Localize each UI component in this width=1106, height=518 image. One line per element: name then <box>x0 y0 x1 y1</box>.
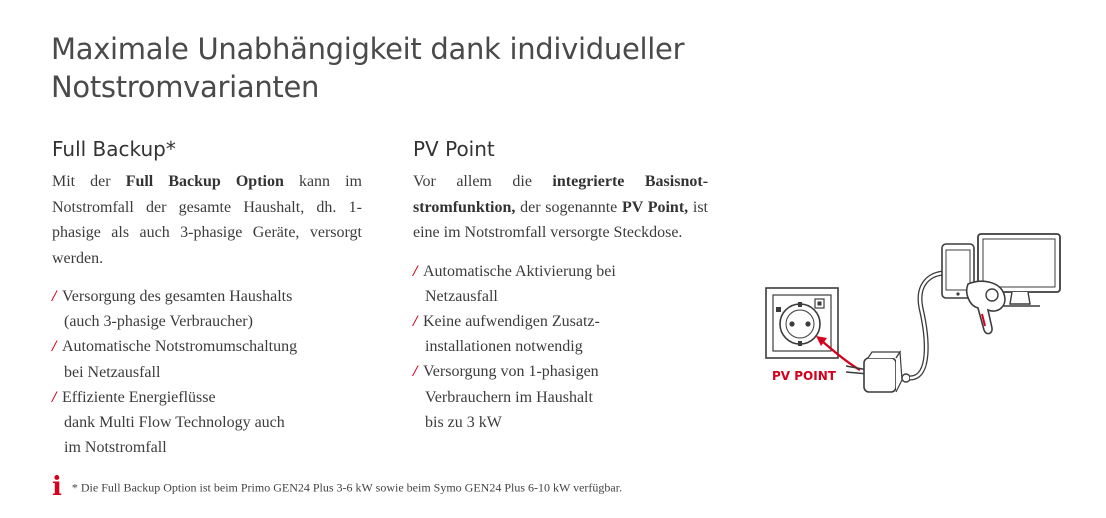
pv-point-bullet-list <box>413 259 708 435</box>
pv-point-intro <box>413 169 708 246</box>
full-backup-intro-bold: Full Backup Option <box>125 173 284 190</box>
bullet-mark: / <box>413 363 418 381</box>
page-title <box>51 30 771 106</box>
page-title-line-1: Maximale Unabhängigkeit dank individueller <box>51 32 685 66</box>
bullet-text-continued: (auch 3-phasige Verbraucher) <box>64 313 253 331</box>
bullet-text: Automatische Aktivierung bei <box>423 262 616 280</box>
hairdryer-icon <box>967 281 1005 333</box>
page-title-line-2: Notstromvarianten <box>51 70 320 104</box>
list-item <box>413 259 708 309</box>
full-backup-section <box>52 135 362 460</box>
socket-icon <box>766 288 838 358</box>
bullet-text-continued: installationen notwendig <box>425 338 583 356</box>
pv-point-heading: PV Point <box>413 137 495 161</box>
bullet-mark: / <box>413 262 418 280</box>
list-item <box>52 385 362 461</box>
full-backup-intro-text-2: kann im Notstromfall der gesamte Haushalt, dh. 1-phasige als auch 3-phasige Geräte, versorgt werden. <box>52 173 363 267</box>
list-item <box>52 284 362 334</box>
full-backup-intro-text: Mit der <box>52 173 126 190</box>
pv-point-intro-text: Vor allem die <box>413 173 553 190</box>
bullet-mark: / <box>413 312 418 330</box>
pv-point-illustration <box>756 228 1066 398</box>
bullet-text-continued: bei Netzausfall <box>64 363 161 381</box>
pv-point-section <box>413 135 708 435</box>
pv-point-label: PV POINT <box>772 369 836 383</box>
info-icon: i <box>52 472 62 503</box>
bullet-mark: / <box>52 338 57 356</box>
full-backup-bullet-list <box>52 284 362 460</box>
pv-point-intro-bold: integrierte Basisnotstromfunktion, <box>413 173 709 216</box>
pv-point-intro-bold-2: PV Point, <box>621 198 689 216</box>
pv-point-intro-text-2: der sogenannte <box>515 198 622 216</box>
list-item <box>52 334 362 384</box>
bullet-text: Versorgung des gesamten Haushalts <box>62 288 293 305</box>
bullet-text: Versorgung von 1-phasigen <box>423 363 599 381</box>
bullet-text-continued: dank Multi Flow Technology auch <box>64 414 285 432</box>
bullet-text: Effiziente Energieflüsse <box>62 388 216 406</box>
full-backup-intro <box>52 169 362 271</box>
bullet-text: Automatische Notstromumschaltung <box>62 338 298 356</box>
footnote-text: * Die Full Backup Option ist beim Primo GEN24 Plus 3-6 kW sowie beim Symo GEN24 Plus 6-10 kW verfügbar. <box>71 480 623 495</box>
footnote <box>52 472 623 503</box>
bullet-text-continued: Verbrauchern im Haushalt <box>425 388 593 406</box>
bullet-text-continued: Netzausfall <box>425 287 498 305</box>
bullet-mark: / <box>52 288 57 305</box>
full-backup-heading: Full Backup* <box>52 137 176 161</box>
charger-icon <box>846 352 910 392</box>
bullet-text-continued: bis zu 3 kW <box>425 413 502 431</box>
pv-point-intro-text-3: ist eine im Notstromfall versorgte Steckdose. <box>413 198 708 241</box>
bullet-text: Keine aufwendigen Zusatz- <box>423 312 600 330</box>
bullet-text-continued: im Notstromfall <box>64 439 167 457</box>
list-item <box>413 359 708 435</box>
bullet-mark: / <box>52 388 57 406</box>
list-item <box>413 309 708 359</box>
